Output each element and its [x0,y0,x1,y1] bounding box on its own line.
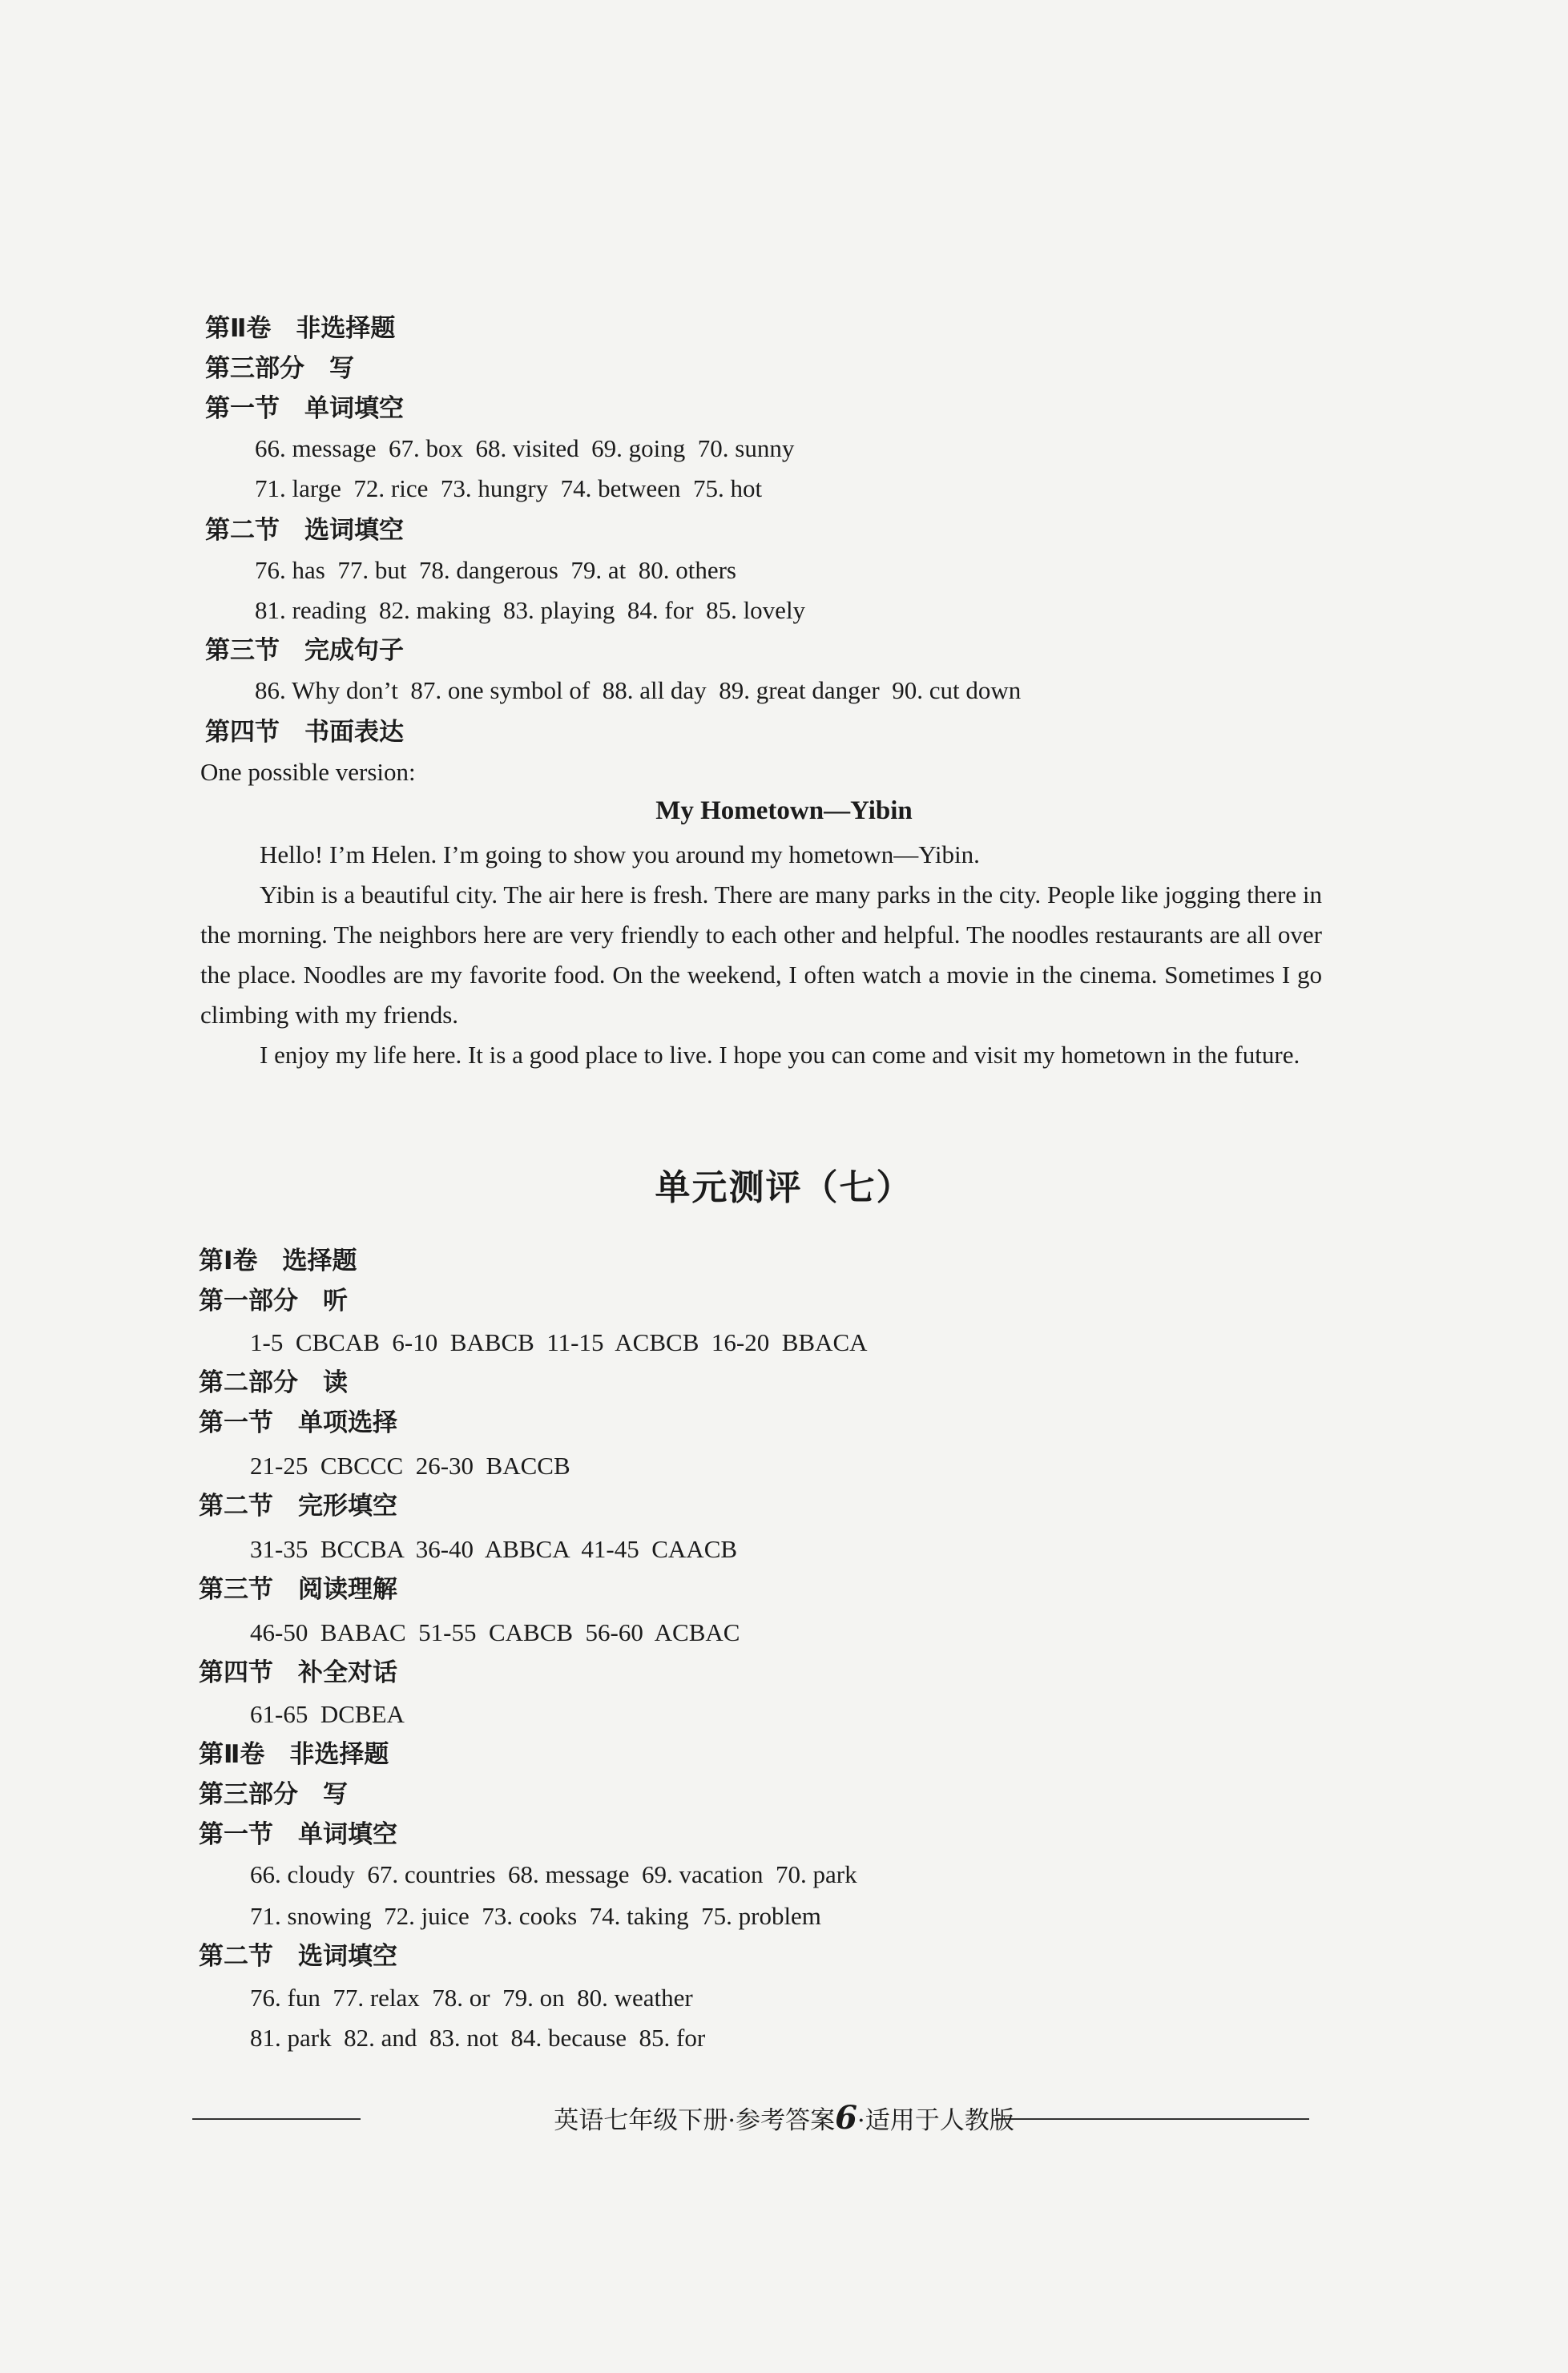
section-heading: 第Ⅱ卷 非选择题 [199,1740,389,1769]
answer-line: 46-50 BABAC 51-55 CABCB 56-60 ACBAC [250,1618,740,1646]
answer-line: 86. Why don’t 87. one symbol of 88. all day 89. great danger 90. cut down [255,676,1022,704]
section-heading: 第三节 完成句子 [205,636,404,665]
section-heading: 第四节 书面表达 [205,718,404,747]
answer-line: 66. message 67. box 68. visited 69. going 70. sunny [255,434,795,462]
section-heading: 第一部分 听 [199,1287,348,1315]
section-heading: 第二节 选词填空 [199,1942,397,1971]
section-heading: 第三部分 写 [199,1780,348,1809]
essay-intro: One possible version: [200,758,416,786]
answer-line: 1-5 CBCAB 6-10 BABCB 11-15 ACBCB 16-20 BBACA [250,1328,868,1356]
footer-edition: ·适用于人教版 [857,2106,1014,2135]
answer-line: 21-25 CBCCC 26-30 BACCB [250,1452,570,1480]
answer-line: 31-35 BCCBA 36-40 ABBCA 41-45 CAACB [250,1535,738,1563]
essay-paragraph: I enjoy my life here. It is a good place to live. I hope you can come and visit my hometown in the future. [260,1041,1300,1069]
section-heading: 第一节 单词填空 [205,394,404,423]
page-footer [0,2101,1568,2136]
section-heading: 第四节 补全对话 [199,1658,397,1687]
section-heading: 第一节 单词填空 [199,1820,397,1849]
footer-book-title: 英语七年级下册·参考答案 [554,2106,836,2135]
section-heading: 第Ⅰ卷 选择题 [199,1247,357,1275]
section-heading: 第二部分 读 [199,1368,348,1397]
section-heading: 第三节 阅读理解 [199,1575,397,1604]
section-heading: 第三部分 写 [205,354,354,383]
footer-text [0,2101,1568,2138]
unit-title: 单元测评（七） [655,1167,913,1208]
section-heading: 第二节 完形填空 [199,1492,397,1521]
section-heading: 第一节 单项选择 [199,1408,397,1437]
answer-line: 81. reading 82. making 83. playing 84. for 85. lovely [255,596,806,624]
section-heading: 第二节 选词填空 [205,516,404,545]
answer-line: 71. snowing 72. juice 73. cooks 74. taking 75. problem [250,1902,821,1930]
answer-line: 81. park 82. and 83. not 84. because 85. for [250,2024,706,2052]
answer-line: 61-65 DCBEA [250,1700,405,1728]
answer-line: 76. has 77. but 78. dangerous 79. at 80. others [255,556,736,584]
essay-title: My Hometown—Yibin [655,796,913,825]
page-number: 6 [835,2099,857,2137]
answer-line: 71. large 72. rice 73. hungry 74. between 75. hot [255,474,763,502]
answer-line: 66. cloudy 67. countries 68. message 69. vacation 70. park [250,1860,857,1888]
essay-paragraph: Yibin is a beautiful city. The air here is fresh. There are many parks in the city. People like jogging there in the morning. The neighbors here are very friendly to each other and helpful. The noodles restaurants are all over the place. Noodles are my favorite food. On the weekend, I often watch a movie in the cinema. Sometimes I go climbing with my friends. [200,880,1322,1029]
section-heading: 第Ⅱ卷 非选择题 [205,314,396,343]
essay-paragraph: Hello! I’m Helen. I’m going to show you around my hometown—Yibin. [260,840,980,868]
answer-line: 76. fun 77. relax 78. or 79. on 80. weather [250,1984,693,2012]
